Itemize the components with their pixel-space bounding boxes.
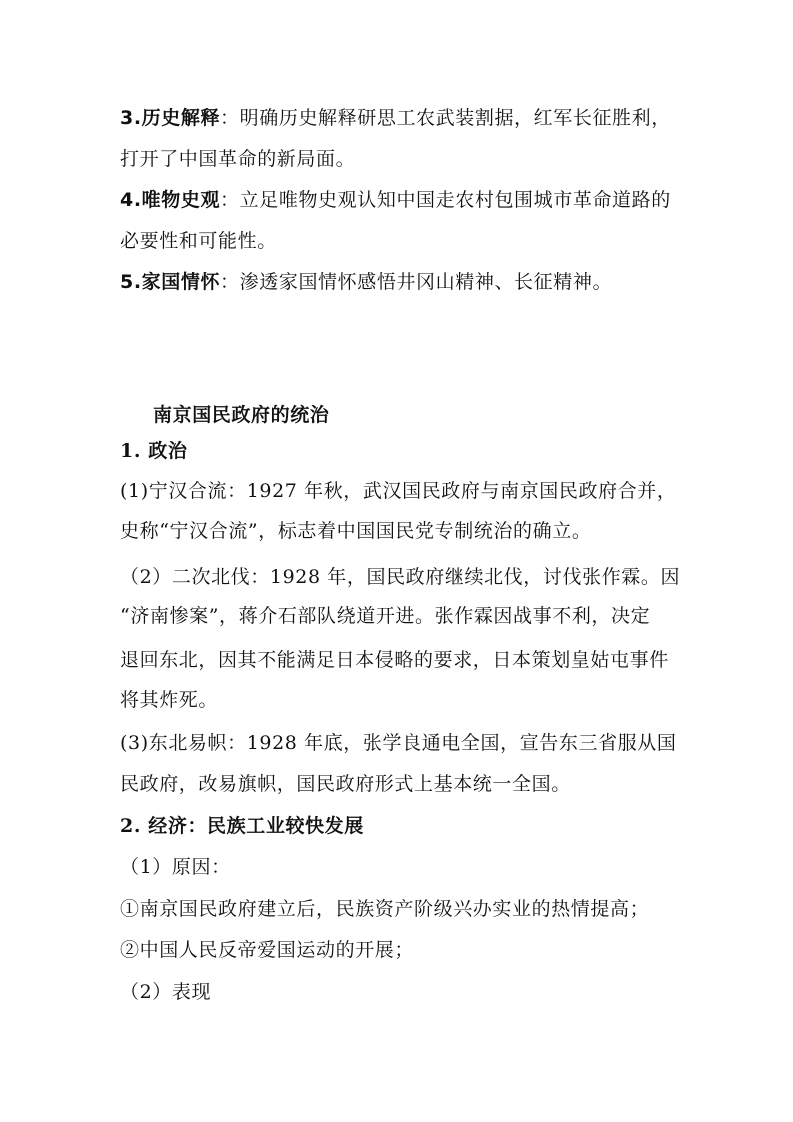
economy-title: 2. 经济：民族工业较快发展	[120, 815, 364, 837]
politics-p1-line-2: 史称“宁汉合流”，标志着中国国民党专制统治的确立。	[120, 520, 592, 542]
politics-p2-line-3: 退回东北，因其不能满足日本侵略的要求，日本策划皇姑屯事件	[120, 649, 669, 671]
goal-3-number: 3.	[120, 107, 142, 129]
politics-p2-line-4: 将其炸死。	[120, 689, 219, 711]
economy-performance-title: （2）表现	[120, 981, 212, 1003]
goal-5-number: 5.	[120, 271, 142, 293]
goal-5-label: 家国情怀	[141, 271, 221, 293]
goal-5-text: ：渗透家国情怀感悟井冈山精神、长征精神。	[220, 271, 613, 293]
goal-3-line-2: 打开了中国革命的新局面。	[120, 148, 356, 170]
politics-p2-line-2: “济南惨案”，蒋介石部队绕道开进。张作霖因战事不利，决定	[120, 605, 651, 627]
politics-p1-line-1: (1)宁汉合流：1927 年秋，武汉国民政府与南京国民政府合并，	[120, 480, 677, 502]
goal-4-line-2: 必要性和可能性。	[120, 230, 277, 252]
goal-4-label: 唯物史观	[141, 189, 221, 211]
politics-title: 1. 政治	[120, 440, 188, 462]
economy-reason-1: ①南京国民政府建立后，民族资产阶级兴办实业的热情提高；	[120, 898, 650, 920]
section-title: 南京国民政府的统治	[153, 404, 330, 426]
goal-3-label: 历史解释	[141, 107, 221, 129]
politics-p3-line-2: 民政府，改易旗帜，国民政府形式上基本统一全国。	[120, 773, 571, 795]
goal-4-number: 4.	[120, 189, 142, 211]
goal-5-line-1	[120, 270, 612, 294]
goal-4-text: ：立足唯物史观认知中国走农村包围城市革命道路的	[220, 189, 671, 211]
politics-p2-line-1: （2）二次北伐：1928 年，国民政府继续北伐，讨伐张作霖。因	[120, 566, 681, 588]
goal-3-line-1	[120, 106, 671, 130]
economy-reason-2: ②中国人民反帝爱国运动的开展；	[120, 939, 415, 961]
goal-3-text: ：明确历史解释研思工农武装割据，红军长征胜利，	[220, 107, 671, 129]
economy-reason-title: （1）原因：	[120, 856, 231, 878]
politics-p3-line-1: (3)东北易帜：1928 年底，张学良通电全国，宣告东三省服从国	[120, 732, 677, 754]
goal-4-line-1	[120, 188, 671, 212]
